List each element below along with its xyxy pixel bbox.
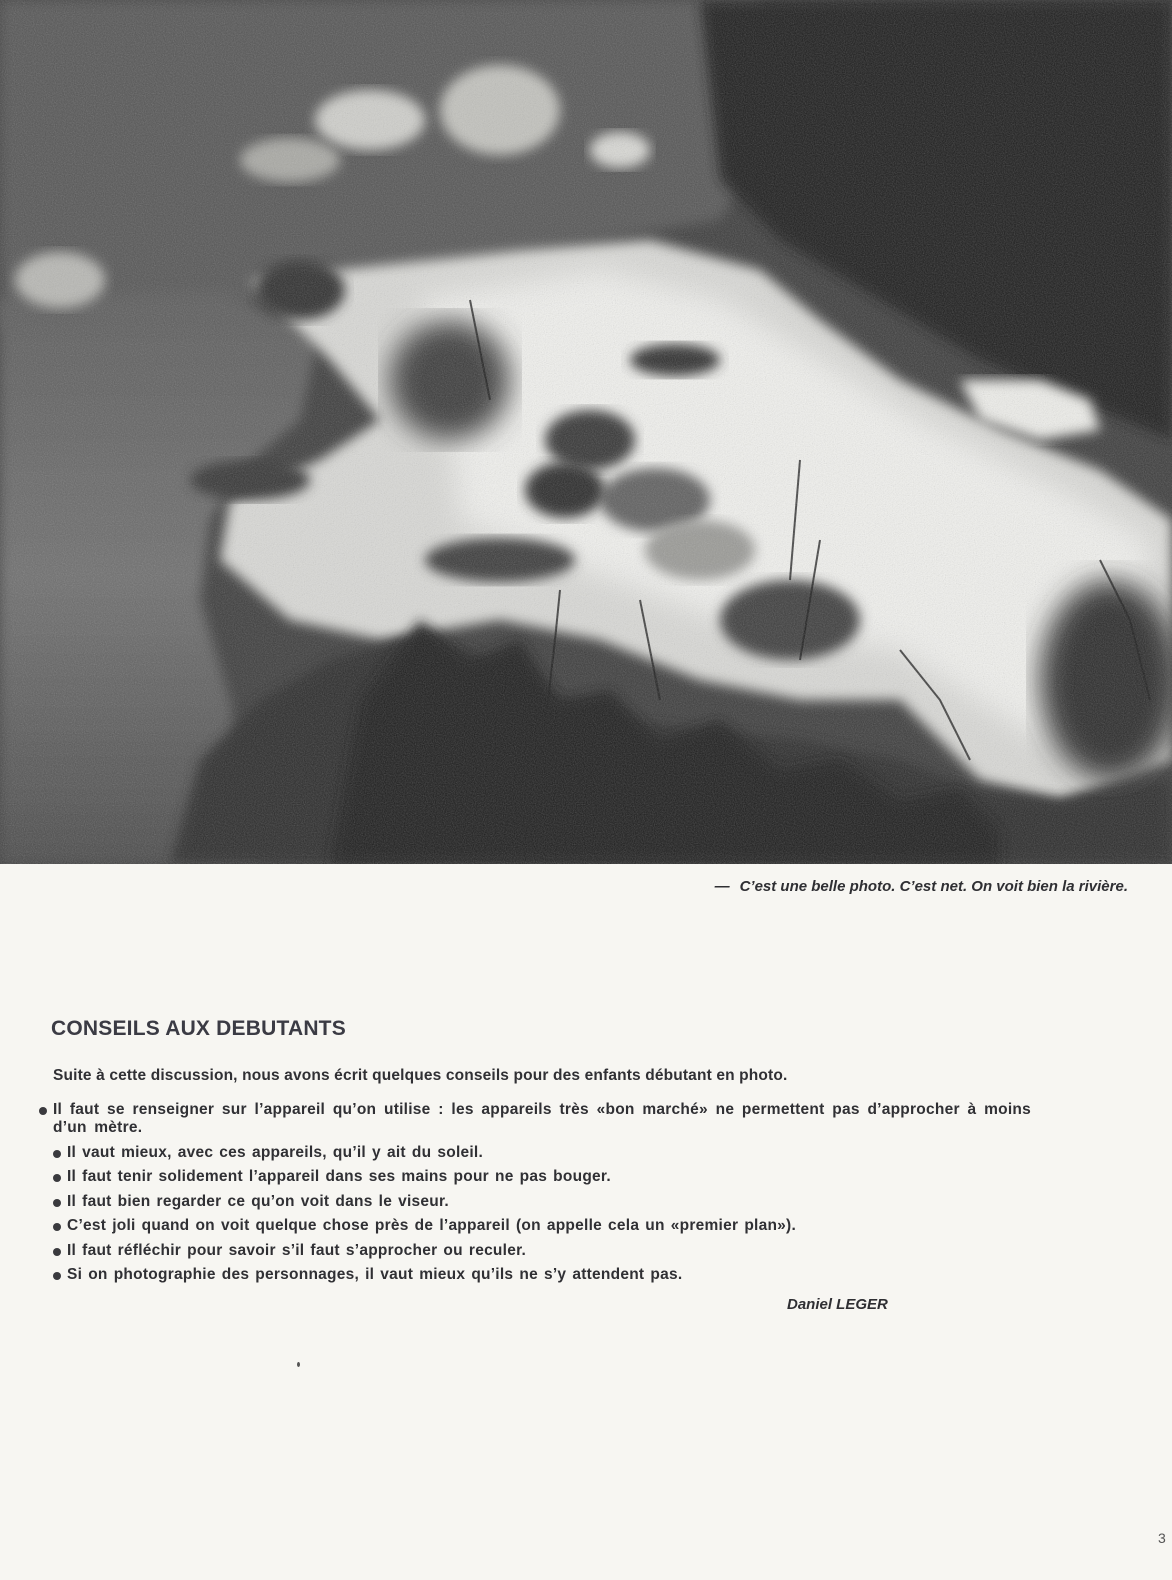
page-number: 3 bbox=[1158, 1530, 1166, 1546]
tip-item bbox=[53, 1266, 1031, 1284]
author-signature: Daniel LEGER bbox=[787, 1296, 888, 1313]
bullet-icon bbox=[53, 1199, 61, 1207]
tip-item bbox=[53, 1144, 1031, 1162]
caption-text: C’est une belle photo. C’est net. On voit bien la rivière. bbox=[739, 878, 1128, 895]
photo-caption bbox=[715, 878, 1128, 895]
tip-text: C’est joli quand on voit quelque chose près de l’appareil (on appelle cela un «premier plan»). bbox=[67, 1217, 797, 1234]
tip-text: Si on photographie des personnages, il vaut mieux qu’ils ne s’y attendent pas. bbox=[67, 1266, 683, 1283]
tip-text: Il faut réfléchir pour savoir s’il faut s’approcher ou reculer. bbox=[67, 1241, 527, 1259]
tip-text: Il faut se renseigner sur l’appareil qu’on utilise : les appareils très «bon marché» ne permettent pas d’approcher à moins d’un mètre. bbox=[53, 1101, 1031, 1136]
article-heading: CONSEILS AUX DEBUTANTS bbox=[51, 1017, 346, 1040]
bullet-icon bbox=[53, 1174, 61, 1182]
tip-item bbox=[39, 1101, 1031, 1137]
bullet-icon bbox=[53, 1248, 61, 1256]
tip-item bbox=[53, 1168, 1031, 1186]
tip-text: Il faut tenir solidement l’appareil dans ses mains pour ne pas bouger. bbox=[67, 1168, 611, 1185]
tip-text: Il faut bien regarder ce qu’on voit dans le viseur. bbox=[67, 1192, 449, 1210]
print-speck bbox=[297, 1362, 300, 1367]
article bbox=[51, 1017, 1031, 1291]
article-intro: Suite à cette discussion, nous avons écrit quelques conseils pour des enfants débutant en photo. bbox=[53, 1067, 788, 1084]
bullet-icon bbox=[53, 1223, 61, 1231]
tip-item bbox=[53, 1193, 1031, 1211]
bullet-icon bbox=[39, 1107, 47, 1115]
tip-item bbox=[53, 1242, 1031, 1260]
tip-text: Il vaut mieux, avec ces appareils, qu’il y ait du soleil. bbox=[67, 1143, 484, 1161]
tips-list bbox=[53, 1101, 1031, 1284]
bullet-icon bbox=[53, 1150, 61, 1158]
tip-item bbox=[53, 1217, 1031, 1235]
caption-dash: — bbox=[714, 878, 730, 895]
bullet-icon bbox=[53, 1272, 61, 1280]
